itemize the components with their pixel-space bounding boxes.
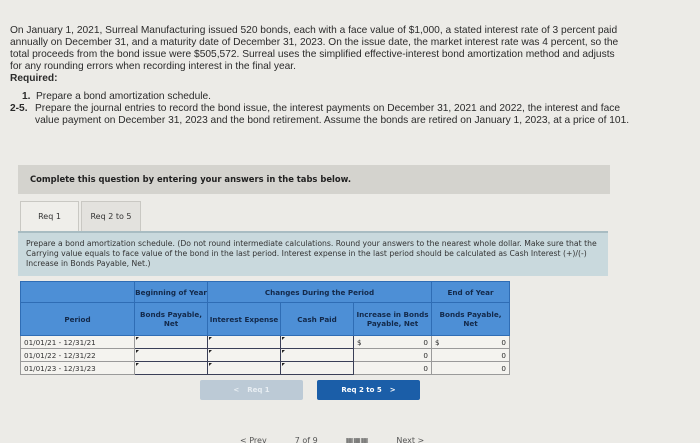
bonds-payable-begin-input[interactable] <box>135 336 208 349</box>
end-balance-cell <box>432 349 510 362</box>
problem-text: On January 1, 2021, Surreal Manufacturing issued 520 bonds, each with a face value of $1,000, a stated interest rate of 3 percent paid annually on December 31, and a maturity date of December 31, 2023. On the issue date, the market interest rate was 4 percent, so the total proceeds from the bond issue were $505,572. Surreal uses the simplified effective-interest bond amortization method and adjusts for any rounding errors when recording interest in the final year. <box>10 25 619 72</box>
prev-req-label: Req 1 <box>247 386 270 394</box>
grid-icon[interactable]: ▦▦▦ <box>345 436 369 443</box>
next-req-label: Req 2 to 5 <box>341 386 382 394</box>
chevron-right-icon: > <box>389 386 396 394</box>
requirement-1 <box>10 91 630 103</box>
bonds-payable-begin-input[interactable] <box>135 349 208 362</box>
requirement-text: Prepare the journal entries to record the bond issue, the interest payments on December 31, 2021 and 2022, the interest and face value payment on December 31, 2023 and the bond retirement. Assume the bonds are retired on January 1, 2023, at a price of 101. <box>35 103 630 126</box>
period-cell: 01/01/22 - 12/31/22 <box>21 349 135 362</box>
requirement-text: Prepare a bond amortization schedule. <box>36 91 211 102</box>
col-increase-bonds-payable: Increase in Bonds Payable, Net <box>354 303 432 336</box>
end-balance-cell <box>432 362 510 375</box>
requirement-number: 1. <box>22 91 31 102</box>
end-balance-value: 0 <box>501 337 506 347</box>
col-cash-paid: Cash Paid <box>281 303 354 336</box>
required-label: Required: <box>10 73 58 84</box>
end-balance-value: 0 <box>501 363 506 373</box>
header-beginning-of-year: Beginning of Year <box>135 282 208 303</box>
col-bonds-payable-end: Bonds Payable, Net <box>432 303 510 336</box>
next-question-button[interactable]: Next > <box>396 436 425 443</box>
requirement-2-5 <box>10 103 630 127</box>
chevron-left-icon: < <box>233 386 240 394</box>
bonds-payable-begin-input[interactable] <box>135 362 208 375</box>
prev-req-button[interactable] <box>200 380 303 400</box>
table-row <box>21 336 510 349</box>
currency-symbol: $ <box>357 337 362 347</box>
next-req-button[interactable] <box>317 380 420 400</box>
question-pager <box>240 432 480 443</box>
currency-symbol: $ <box>435 337 440 347</box>
increase-cell <box>354 336 432 349</box>
increase-value: 0 <box>423 337 428 347</box>
header-blank <box>21 282 135 303</box>
increase-cell <box>354 362 432 375</box>
requirement-number: 2-5. <box>10 103 28 114</box>
period-cell: 01/01/23 - 12/31/23 <box>21 362 135 375</box>
requirements-list <box>10 91 630 127</box>
prev-question-button[interactable]: < Prev <box>240 436 267 443</box>
tab-req-2-to-5[interactable]: Req 2 to 5 <box>81 201 141 231</box>
period-cell: 01/01/21 - 12/31/21 <box>21 336 135 349</box>
header-changes-during-period: Changes During the Period <box>208 282 432 303</box>
table-row <box>21 349 510 362</box>
increase-cell <box>354 349 432 362</box>
col-interest-expense: Interest Expense <box>208 303 281 336</box>
cash-paid-input[interactable] <box>281 336 354 349</box>
instruction-banner: Complete this question by entering your answers in the tabs below. <box>18 165 610 194</box>
end-balance-cell <box>432 336 510 349</box>
interest-expense-input[interactable] <box>208 349 281 362</box>
end-balance-value: 0 <box>501 350 506 360</box>
interest-expense-input[interactable] <box>208 336 281 349</box>
cash-paid-input[interactable] <box>281 349 354 362</box>
amortization-table <box>20 281 510 375</box>
col-period: Period <box>21 303 135 336</box>
problem-statement <box>10 25 620 85</box>
col-bonds-payable-begin: Bonds Payable, Net <box>135 303 208 336</box>
interest-expense-input[interactable] <box>208 362 281 375</box>
page-indicator: 7 of 9 <box>294 436 318 443</box>
tab-bar <box>20 201 143 231</box>
tab-req-1[interactable]: Req 1 <box>20 201 79 231</box>
tab-instructions: Prepare a bond amortization schedule. (Do not round intermediate calculations. Round your answers to the nearest whole dollar. Make sure that the Carrying value equals to face value of the bond in the last period. Interest expense in the last period should be calculated as Cash Interest (+)/(-) Increase in Bonds Payable, Net.) <box>18 231 608 276</box>
cash-paid-input[interactable] <box>281 362 354 375</box>
increase-value: 0 <box>423 350 428 360</box>
header-end-of-year: End of Year <box>432 282 510 303</box>
increase-value: 0 <box>423 363 428 373</box>
table-row <box>21 362 510 375</box>
